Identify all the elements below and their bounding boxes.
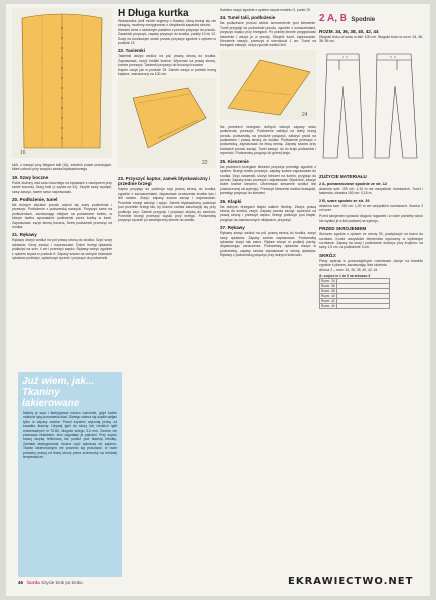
step-22-title: 22. Tasiemki	[118, 48, 145, 54]
step-25-text: Na przednich brzegach kieszeni przyszyć przestęp zgodnie z opisem. Brzegi tunelu przyszyć, zapasy szwów zaprasować do środka. Szyć zaszewki, ułożyć kieszeń na tunelu, przypiąć do przodu. Zapasy szwu przeszyć i zaprasować. Wywrócić, zaszyć dolne krańce kieszeni. Uformować kieszenie wzdłuż linii (zaznaczonej na wykroju). Przeszyć kieszenie wzdłuż krawędzi, przestęp przyszyć do kieszeni.	[220, 164, 316, 196]
table-cell: Rozm. 34	[321, 279, 335, 284]
section-subtitle: Spodnie	[351, 17, 376, 23]
tip-text: Przed skrojeniem sprawdź długość nogawek i w razie potrzeby skróć lub wydłuż je w linii podanej na wykroju.	[319, 214, 423, 223]
step-19-text: Połóż złożony nad szwu bocznego na rękawach z naszywem przy szwie bocznej. Zszyj boki (z szycia na 42). Zszyte szwy wycięte, szwy zaszyć, razem szwu rozprasować.	[12, 180, 112, 194]
column-2	[118, 8, 216, 223]
sizes-table-grid	[319, 278, 390, 309]
footer-brand: burda	[27, 580, 40, 585]
hood-illustration-22	[118, 78, 216, 168]
col3-intro: Kołnierz zszyć zgodnie z opisem szycia modelu G, punkt 19.	[220, 8, 311, 12]
step-24-title: 24. Tunel talii, podłożenie	[220, 15, 276, 21]
size-range: ROZM. 34, 36, 38, 40, 42, 44	[319, 29, 379, 34]
material-a-text: dzianina szer. 150 cm: 1,10 m we wszystkich rozmiarach. Tunel i tasiemka, dzianina 150 cm: 0,15 m.	[319, 186, 423, 196]
material-a-title: 2 A, pomarańczowe spodnie ze str. 12	[319, 181, 388, 186]
column-1	[12, 8, 112, 261]
tip-box-text: Należy je szyć i fastrygować bardzo ostrożnie, gdyż każde nakłucie igłą pozostawia ślad. Dlatego zaleca się szpilki wbijać tylko w zapasy szwów. Przed szyciem wykonaj próbę na kawałku tkaniny. Używaj igieł do skóry lub cienkich igieł uniwersalnych nr 70-80, długość ściegu 3-4 mm. Szwów nie prasować żelazkiem, lecz zagniatać je palcami. Przy szyciu stosuj stopkę teflonową lub podłóż pod tkaninę bibułkę. Zamiast fastrygowania można użyć spinaczy do papieru. Tkanin lakierowanych nie powinno się prasować, w razie potrzeby prasuj od lewej strony przez ściereczkę na średniej temperaturze.	[23, 411, 117, 460]
col1-intro: kich, z naszyć przy biegach talii (16), szkolnik prawe przodujące, które uzbroić przy wszyciu zamka błyskawicznego.	[12, 163, 112, 172]
svg-text:24: 24	[302, 111, 308, 118]
col2-p1: Kieszeń wraz z ozdobnym paskiem z przodu przyszyć do przodu. Zaszewki przyszyć, zapasy przyszyć do środka, punkty 10 do 12. Szwy na środkowym szwie przodu przyszyć zgodnie z opisem w punkcie 13.	[118, 27, 216, 46]
step-24b-text: Na przednich brzegach dolnych odszyć zapasy szwu podłożenia, przeszyć. Podłożenie założyć na dolny brzeg przodu, podszewkę na przodzie połączyć, założyć przód na podszewce i prawą stroną do środka. Podłożenie przeszyć z podszewką, zaprasować na lewą stronę. Zapasy szwów przy krańcach przodu zaciąć. Tunel zaszyć, aż do kraju podszewki i wywrócić. Podszewkę przypiąć do górnej kraju.	[220, 124, 316, 156]
step-22b-text: Kaptur uszyć jak w punkcie 15. Zamek wszyć w przedni brzeg kaptura, zaznaczony na 100 cm.	[118, 67, 216, 77]
cut-text: Plany wykroju w poszczególnych rozmiarach ułożyć na tkaninie zgodnie z planem, zaznaczając linie złożenia.	[319, 258, 423, 268]
svg-text:22: 22	[202, 160, 208, 167]
sizes-table	[319, 274, 423, 309]
table-cell: Rozm. 38	[321, 289, 335, 294]
cut-title: SKRÓJ:	[319, 252, 337, 258]
tip-box-subtitle: Tkaniny lakierowane	[22, 387, 80, 409]
step-23-text: Kaptur przypiąć do podkroju szyi prawą stroną do środka, zgodnie z zaznaczeniami, dopasować oznaczenia środka tyłu i linii ramion. Zszyć, zapasy szwów zaciąć i rozprasować. Przednie brzegi założyć i spiąć. Zamek błyskawiczny podłożyć pod przednie brzegi tak, by krańce zamka zakończyły się przy podkroju szyi. Zamek przypiąć i przyszyć stopką do zamków. Przednie brzegi przeszyć wąsko przy brzegu. Podszewkę przyszyć ręcznie po wewnętrznej stronie na zamku.	[118, 187, 216, 223]
table-cell: Rozm. 42	[321, 299, 335, 304]
material-title: ZUŻYCIE MATERIAŁU	[319, 173, 367, 179]
column-4	[319, 8, 423, 309]
table-cell: Rozm. 44	[321, 304, 335, 309]
table-row	[320, 304, 390, 309]
jacket-illustration-16	[12, 8, 112, 158]
material-b-title: 2 B, szare spodnie ze str. 29	[319, 198, 370, 203]
step-27-text: Rękawy złożyć wzdłuż na pół, prawą stroną do środka, zszyć szwy rękawów. Zapasy szwów zaprasować. Podszewkę rękawów zszyć tak samo. Rękaw wszyć w podkrój pachy, dopasowując oznaczenia. Podszewkę rękawów wszyć w podszewkę, zapasy szwów zaprasować w stronę rękawów. Rękawy z podszewką połączyć przy dolnych krańcach.	[220, 231, 316, 258]
cutting-title: PRZED SKROJENIEM	[319, 226, 367, 232]
table-cell: Rozm. 40	[321, 294, 335, 299]
footer-text: Szycie krok po kroku	[41, 580, 83, 585]
tip-box	[18, 372, 122, 577]
page-number: 46	[18, 580, 24, 585]
step-19-title: 19. Szwy boczne	[12, 174, 49, 180]
step-26-title: 26. Klapki	[220, 198, 242, 204]
step-23-title: 23. Przyszyć kaptur, zamek błyskawiczny i przednie brzegi	[118, 176, 211, 187]
step-22-text: Tasiemki złożyć wzdłuż na pół, prawą stroną do środka. Zaprasować, zszyć krótkie krańce. Wywrócić na prawą stronę, krańce przeszyć. Tasiemki przyszyć do bocznych szwów.	[118, 54, 216, 68]
trousers-technical-drawing	[319, 46, 423, 166]
magazine-page	[6, 4, 430, 596]
step-21-title: 21. Rękawy	[12, 232, 37, 238]
step-20-text: Na dolnych cięciach przodu wykroi się szwy podłożenia i przeszyć. Podłożenie z podszewką naszycić. Przyszyć szew na podłożeniach, zaznaczając miejsce na podszewce tunelu, w którym trzeba wprowadzić podłożenie przez kurtkę w tunel. Zaprasować, zszyć stronę boczną. Szew podszewki przeszyć od środka.	[12, 203, 112, 230]
step-26-text: Na dolnych brzegach klapki nakleić fizelinę. Złożyć prawą stroną do środka, zszyć. Zapasy szwów zaciąć, wywrócić na prawą stronę i przeszyć wąsko. Brzegi podłożyć pod klapki, przypiąć na zaznaczonych miejscach, przyszyć.	[220, 204, 316, 222]
table-cell: Rozm. 36	[321, 284, 335, 289]
step-27-title: 27. Rękawy	[220, 225, 245, 231]
page-footer	[18, 580, 83, 585]
column-3	[220, 8, 316, 258]
col4-p1: Długość boku od szwu w talii: 100 cm. Długość boku w rozm. 34, 36, 38: 96 cm.	[319, 35, 423, 44]
watermark: EKRAWIECTWO.NET	[288, 576, 414, 587]
svg-text:16: 16	[20, 150, 26, 156]
step-21-text: Rękawy złożyć wzdłuż na pół prawą stroną do środka. Szyć szwy rękawów. Szwy zaszyć i rozprasować. Dolne brzegi rękawów podłożyć na szer. 4 cm i przeszyć wąsko. Rękawy wszyć zgodnie z opisem szycia w punkcie 8. Zapasy szwów na dolnych krańcach rękawów podłożyć, wykończyć ręcznie i przyszyć do podszewki.	[12, 238, 112, 261]
step-25-title: 25. Kieszenie	[220, 158, 249, 164]
material-b-text: dzianina szer. 150 cm: 1,00 m we wszystkich rozmiarach. Gumka 3 cm szer.	[319, 203, 423, 213]
cutting-text: Wzorzec zgodnie z opisem ze strony 50, powiększyć na ksero do rozmiaru. Kontur wszystkich elementów wycinamy w wybranym rozmiarze. Zapasy na szwy i podłożenie doliczyć przy krojeniu: na szwy 1,5 cm, na podłożenie 3 cm.	[319, 232, 423, 250]
sizes-table-header: A: części nr 1 do 5 na arkuszu 3	[319, 274, 371, 279]
step-24-text: Na podszewce przodu wkleić wzmocnienie pod kieszenie. Tunel przypiąć do podszewki przodu, zgodnie z oznaczeniami, przyszyć wąsko przy brzegach. Po prawej stronie przygotować kieszenie i wszyć je w przody. Obrąbić tunel, zaprasować. Kieszenie naszyć, przeszyć w szerokości 1 cm. Tunel na brzegach założyć, zszyć ręcznie wzdłuż linii.	[220, 21, 316, 48]
layout-caption: Arkusz 3 – rozm. 34, 36, 38, 40, 42, 44	[319, 267, 378, 272]
col2-intro: Wskazówka: jeśli model szyjemy z tkaniny, którą brzegi się nie strzępią, możemy zrezygnować z obrębiania zapasów szwów.	[118, 19, 216, 28]
tip-box-title: Już wiem, jak...	[22, 376, 95, 387]
section-title-h: H Długa kurtka	[118, 8, 189, 19]
section-title-2ab: 2 A, B	[319, 13, 347, 24]
step-20-title: 20. Podłożenie, tunel	[12, 197, 58, 203]
tunnel-illustration-24	[220, 50, 316, 120]
